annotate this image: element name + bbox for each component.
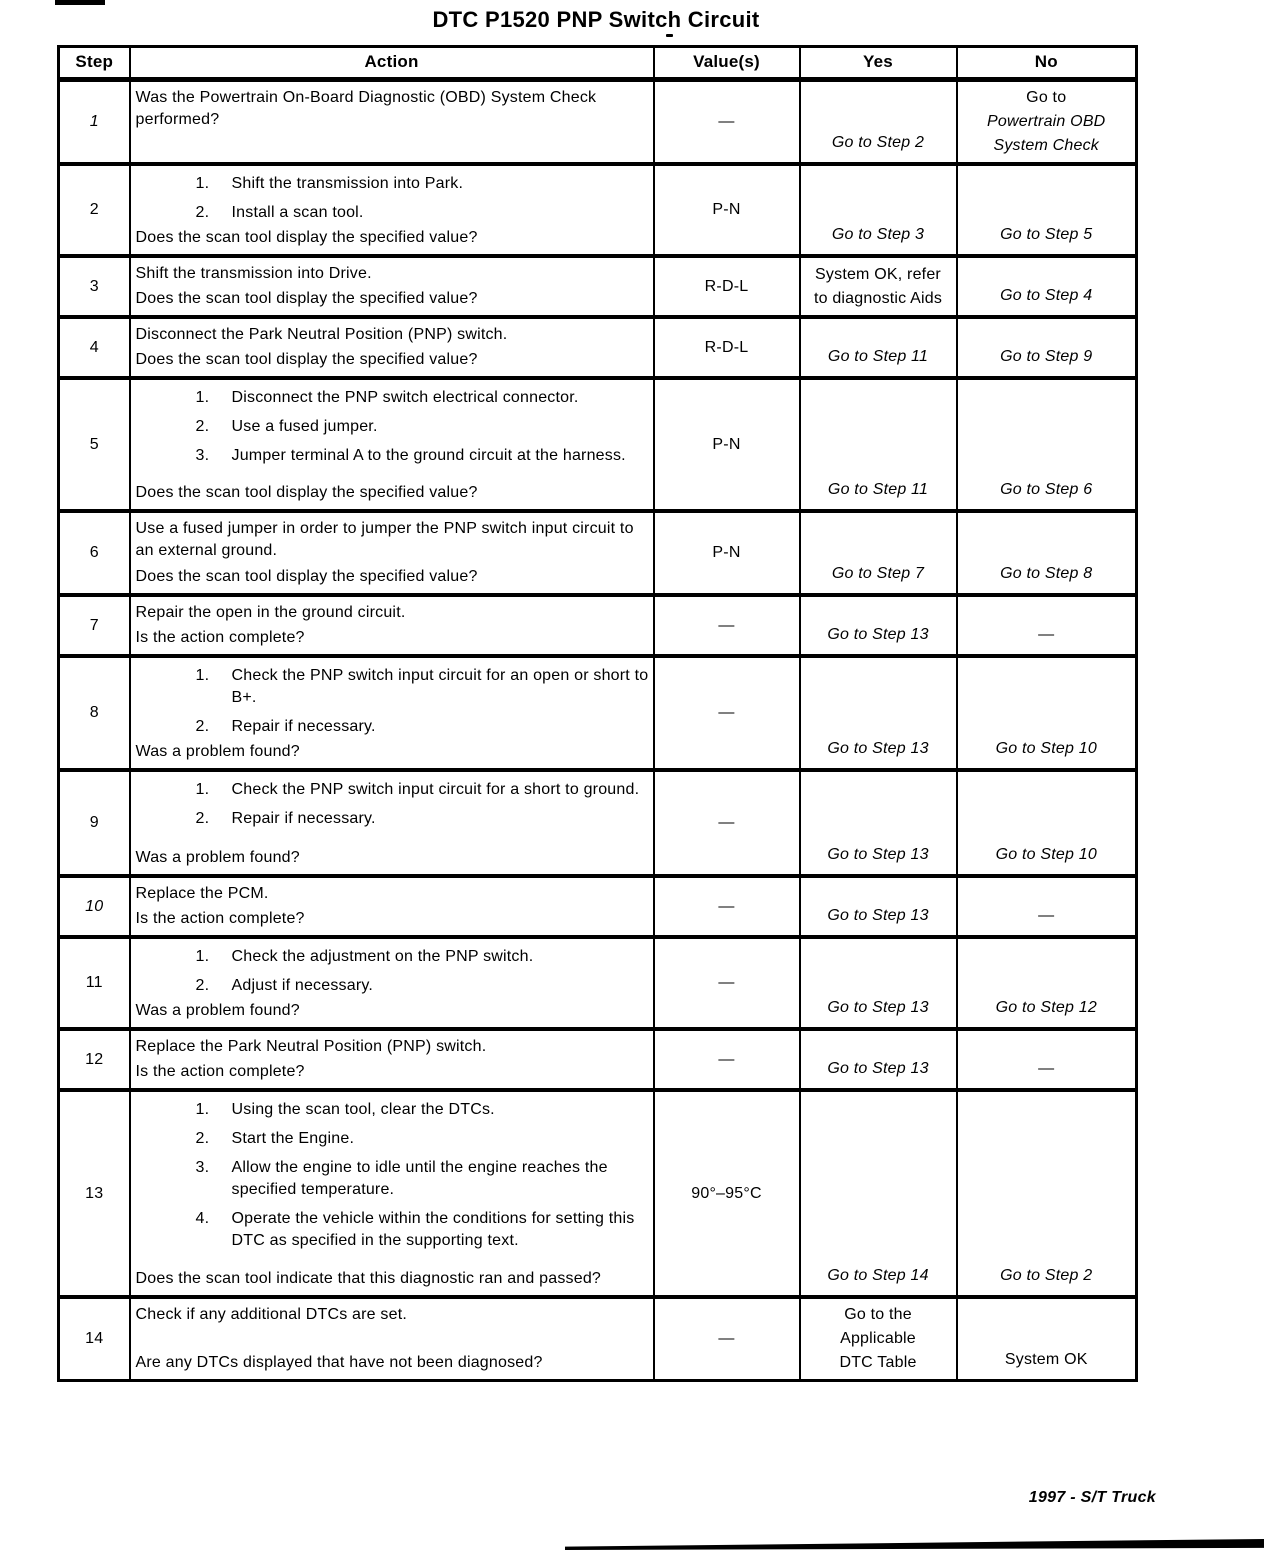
value-cell: —: [654, 770, 800, 876]
yn-line: System OK: [1004, 1351, 1088, 1368]
action-item: 2. Start the Engine.: [195, 1130, 355, 1147]
value-cell: R-D-L: [654, 317, 800, 378]
table-row: [59, 378, 1137, 511]
action-item: 1. Check the adjustment on the PNP switch.: [195, 948, 534, 965]
step-number: 14: [59, 1297, 130, 1381]
no-cell: [957, 164, 1137, 256]
value-cell: —: [654, 80, 800, 165]
value-cell: —: [654, 1029, 800, 1090]
yes-cell: [800, 1297, 957, 1381]
action-lead: Check if any additional DTCs are set.: [135, 1306, 408, 1323]
table-row: [59, 80, 1137, 165]
table-row: [59, 1029, 1137, 1090]
action-question: Was a problem found?: [135, 849, 300, 866]
action-item: 2. Repair if necessary.: [195, 718, 376, 735]
yn-line: Go to Step 5: [1000, 226, 1093, 243]
no-cell: [957, 80, 1137, 165]
yes-cell: [800, 80, 957, 165]
action-item: 1. Using the scan tool, clear the DTCs.: [195, 1101, 495, 1118]
action-question: Was a problem found?: [135, 1002, 300, 1019]
action-cell: [130, 378, 654, 511]
action-cell: [130, 876, 654, 937]
action-item: 3. Allow the engine to idle until the engine reaches the specified temperature.: [195, 1159, 608, 1198]
table-row: [59, 511, 1137, 595]
value-cell: —: [654, 876, 800, 937]
table-header-row: [59, 47, 1137, 80]
column-header-yes: Yes: [800, 47, 957, 80]
no-cell: [957, 656, 1137, 770]
action-lead: Was the Powertrain On-Board Diagnostic (OBD) System Check performed?: [135, 89, 597, 128]
value-cell: 90°–95°C: [654, 1090, 800, 1297]
action-item: 1. Disconnect the PNP switch electrical connector.: [195, 389, 579, 406]
action-item: 2. Repair if necessary.: [195, 810, 376, 827]
value-cell: —: [654, 595, 800, 656]
yes-cell: [800, 317, 957, 378]
action-cell: [130, 317, 654, 378]
action-item: 2. Use a fused jumper.: [195, 418, 378, 435]
action-cell: [130, 1090, 654, 1297]
action-lead: Use a fused jumper in order to jumper the PNP switch input circuit to an external ground.: [135, 520, 634, 559]
yn-line: Go to Step 3: [831, 226, 925, 243]
action-cell: [130, 1297, 654, 1381]
table-row: [59, 770, 1137, 876]
yn-line: Go to Step 4: [1000, 287, 1093, 304]
yes-cell: [800, 876, 957, 937]
yes-cell: [800, 937, 957, 1029]
action-cell: [130, 595, 654, 656]
value-cell: P-N: [654, 378, 800, 511]
action-question: Does the scan tool display the specified value?: [135, 484, 478, 501]
yn-line: System OK, refer: [815, 265, 941, 283]
yn-line: Go to Step 12: [995, 999, 1097, 1016]
action-item: 2. Install a scan tool.: [195, 204, 364, 221]
yn-line: Go to Step 11: [827, 348, 929, 365]
action-question: Is the action complete?: [135, 629, 305, 646]
yes-cell: [800, 656, 957, 770]
column-header-step: Step: [59, 47, 130, 80]
action-item: 2. Adjust if necessary.: [195, 977, 374, 994]
yes-cell: [800, 378, 957, 511]
yn-line: —: [1038, 626, 1055, 643]
no-cell: [957, 511, 1137, 595]
action-question: Is the action complete?: [135, 910, 305, 927]
action-question: Are any DTCs displayed that have not been diagnosed?: [135, 1354, 543, 1371]
yn-line: Go to Step 10: [995, 740, 1097, 757]
step-number: 5: [59, 378, 130, 511]
yn-line: Go to Step 8: [1000, 565, 1093, 582]
no-cell: [957, 256, 1137, 317]
table-body: [59, 80, 1137, 1381]
yn-line: Go to Step 10: [995, 846, 1097, 863]
no-cell: [957, 770, 1137, 876]
step-number: 9: [59, 770, 130, 876]
no-cell: [957, 317, 1137, 378]
action-cell: [130, 1029, 654, 1090]
bottom-page-rule: [565, 1538, 1264, 1550]
yn-line: Go to Step 2: [1000, 1267, 1093, 1284]
value-cell: P-N: [654, 164, 800, 256]
table-row: [59, 317, 1137, 378]
yes-cell: [800, 511, 957, 595]
no-cell: [957, 595, 1137, 656]
table-row: [59, 876, 1137, 937]
action-lead: Shift the transmission into Drive.: [135, 265, 372, 282]
yn-line: Go to: [1026, 89, 1067, 106]
yn-line: DTC Table: [839, 1354, 917, 1371]
step-number: 2: [59, 164, 130, 256]
table-row: [59, 164, 1137, 256]
step-number: 1: [59, 80, 130, 165]
step-number: 6: [59, 511, 130, 595]
action-lead: Repair the open in the ground circuit.: [135, 604, 406, 621]
value-cell: —: [654, 1297, 800, 1381]
yes-cell: [800, 256, 957, 317]
yes-cell: [800, 770, 957, 876]
yes-cell: [800, 595, 957, 656]
page-title: DTC P1520 PNP Switch Circuit: [432, 7, 760, 32]
table-row: [59, 595, 1137, 656]
step-number: 8: [59, 656, 130, 770]
step-number: 12: [59, 1029, 130, 1090]
action-item: 3. Jumper terminal A to the ground circuit at the harness.: [195, 447, 626, 464]
action-question: Does the scan tool display the specified value?: [135, 351, 478, 368]
yn-line: System Check: [993, 137, 1100, 154]
column-header-values: Value(s): [654, 47, 800, 80]
yn-line: Go to Step 13: [827, 999, 929, 1016]
action-cell: [130, 164, 654, 256]
step-number: 3: [59, 256, 130, 317]
table-row: [59, 256, 1137, 317]
step-number: 11: [59, 937, 130, 1029]
action-cell: [130, 937, 654, 1029]
action-question: Is the action complete?: [135, 1063, 305, 1080]
action-lead: Replace the Park Neutral Position (PNP) switch.: [135, 1038, 487, 1055]
yn-line: Applicable: [840, 1330, 916, 1347]
yn-line: —: [1038, 907, 1055, 924]
yn-line: Go to the: [844, 1306, 912, 1323]
column-header-no: No: [957, 47, 1137, 80]
yn-line: Go to Step 2: [831, 134, 925, 151]
yn-line: Go to Step 14: [827, 1267, 929, 1284]
yn-line: Go to Step 11: [827, 481, 929, 498]
action-item: 1. Check the PNP switch input circuit for a short to ground.: [195, 781, 640, 798]
yes-cell: [800, 1029, 957, 1090]
table-row: [59, 656, 1137, 770]
no-cell: [957, 1029, 1137, 1090]
value-cell: —: [654, 937, 800, 1029]
yn-line: Go to Step 13: [827, 1060, 929, 1077]
no-cell: [957, 876, 1137, 937]
step-number: 13: [59, 1090, 130, 1297]
yn-line: Powertrain OBD: [987, 113, 1106, 130]
yes-cell: [800, 1090, 957, 1297]
action-item: 4. Operate the vehicle within the conditions for setting this DTC as specified in the supporting text.: [195, 1210, 635, 1249]
yes-cell: [800, 164, 957, 256]
step-number: 10: [59, 876, 130, 937]
action-question: Was a problem found?: [135, 743, 300, 760]
action-item: 1. Check the PNP switch input circuit for an open or short to B+.: [195, 667, 649, 706]
step-number: 4: [59, 317, 130, 378]
diagnostic-table: [57, 45, 1138, 1382]
table-row: [59, 1090, 1137, 1297]
action-cell: [130, 656, 654, 770]
no-cell: [957, 1090, 1137, 1297]
no-cell: [957, 378, 1137, 511]
action-question: Does the scan tool display the specified value?: [135, 290, 478, 307]
yn-line: to diagnostic Aids: [813, 289, 943, 307]
table-row: [59, 1297, 1137, 1381]
footer-label: 1997 - S/T Truck: [1028, 1489, 1156, 1506]
yn-line: Go to Step 13: [827, 907, 929, 924]
table-row: [59, 937, 1137, 1029]
action-question: Does the scan tool display the specified value?: [135, 568, 478, 585]
action-item: 1. Shift the transmission into Park.: [195, 175, 464, 192]
value-cell: P-N: [654, 511, 800, 595]
action-cell: [130, 80, 654, 165]
value-cell: —: [654, 656, 800, 770]
yn-line: —: [1038, 1060, 1055, 1077]
yn-line: Go to Step 13: [827, 740, 929, 757]
scan-artifact-dot: [666, 34, 673, 37]
yn-line: Go to Step 13: [827, 846, 929, 863]
action-cell: [130, 770, 654, 876]
action-question: Does the scan tool display the specified value?: [135, 229, 478, 246]
action-lead: Replace the PCM.: [135, 885, 269, 902]
action-question: Does the scan tool indicate that this diagnostic ran and passed?: [135, 1270, 602, 1287]
step-number: 7: [59, 595, 130, 656]
action-cell: [130, 511, 654, 595]
no-cell: [957, 937, 1137, 1029]
scan-artifact-top-left: [55, 0, 105, 5]
action-cell: [130, 256, 654, 317]
column-header-action: Action: [130, 47, 654, 80]
yn-line: Go to Step 6: [1000, 481, 1093, 498]
yn-line: Go to Step 7: [831, 565, 925, 582]
no-cell: [957, 1297, 1137, 1381]
yn-line: Go to Step 9: [1000, 348, 1093, 365]
action-lead: Disconnect the Park Neutral Position (PNP) switch.: [135, 326, 508, 343]
value-cell: R-D-L: [654, 256, 800, 317]
yn-line: Go to Step 13: [827, 626, 929, 643]
